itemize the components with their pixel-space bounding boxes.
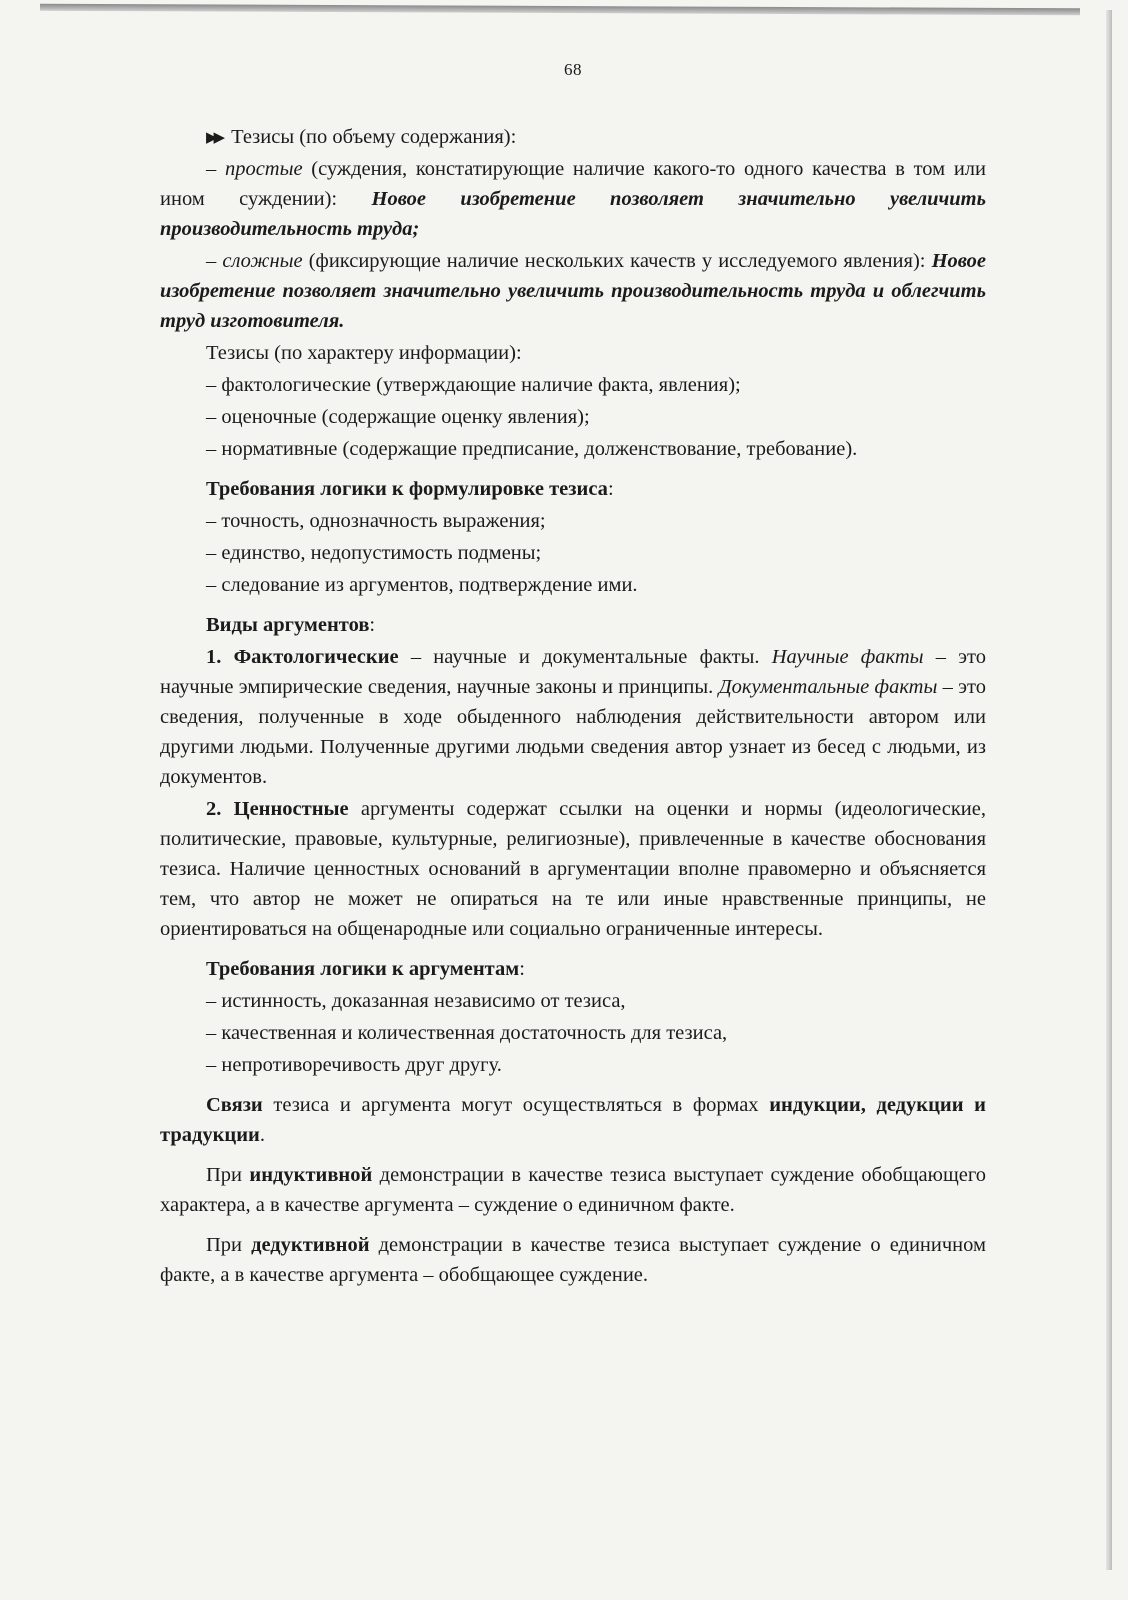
list-item: – качественная и количественная достаточность для тезиса,: [206, 1022, 728, 1044]
list-item: – нормативные (содержащие предписание, долженствование, требование).: [206, 438, 858, 460]
thesis-simple: – простые (суждения, констатирующие наличие какого-то одного качества в том или ином суждении): Новое изобретение позволяет значительно увеличить производительность труда;: [160, 158, 986, 240]
deductive-paragraph: При дедуктивной демонстрации в качестве тезиса выступает суждение о единичном факте, а в качестве аргумента – обобщающее суждение.: [160, 1234, 986, 1286]
list-item: – единство, недопустимость подмены;: [206, 542, 542, 564]
page-number: 68: [564, 60, 582, 79]
list-item: – точность, однозначность выражения;: [206, 510, 546, 532]
argument-requirements-heading: Требования логики к аргументам:: [206, 958, 525, 980]
list-item: – фактологические (утверждающие наличие факта, явления);: [206, 374, 741, 396]
theses-info-heading: Тезисы (по характеру информации):: [206, 342, 522, 364]
theses-scope-heading: ▶▶ Тезисы (по объему содержания):: [206, 126, 517, 148]
argument-value: 2. Ценностные аргументы содержат ссылки на оценки и нормы (идеологические, политические, правовые, культурные, религиозные), привлеченные в качестве обоснования тезиса. Наличие ценностных оснований в аргументации вполне правомерно и объясняется тем, что автор не может не опираться на те или иные нравственные принципы, не ориентироваться на общенародные или социально ограниченные интересы.: [160, 798, 986, 940]
list-item: – истинность, доказанная независимо от тезиса,: [206, 990, 626, 1012]
connections-paragraph: Связи тезиса и аргумента могут осуществляться в формах индукции, дедукции и традукции.: [160, 1094, 986, 1146]
document-page: [160, 60, 986, 1292]
argument-types-heading: Виды аргументов:: [206, 614, 376, 636]
scan-edge-top: [40, 4, 1080, 16]
thesis-complex: – сложные (фиксирующие наличие нескольких качеств у исследуемого явления): Новое изобретение позволяет значительно увеличить производительность труда и облегчить труд изготовителя.: [160, 250, 987, 332]
list-item: – оценочные (содержащие оценку явления);: [206, 406, 590, 428]
thesis-requirements-heading: Требования логики к формулировке тезиса:: [206, 478, 614, 500]
inductive-paragraph: При индуктивной демонстрации в качестве тезиса выступает суждение обобщающего характера, а в качестве аргумента – суждение о единичном факте.: [160, 1164, 987, 1216]
scan-edge-right: [1106, 10, 1112, 1570]
double-arrow-icon: ▶▶: [206, 128, 222, 146]
argument-factual: 1. Фактологические – научные и документальные факты. Научные факты – это научные эмпирические сведения, научные законы и принципы. Документальные факты – это сведения, полученные в ходе обыденного наблюдения действительности автором или другими людьми. Полученные другими людьми сведения автор узнает из бесед с людьми, из документов.: [160, 646, 986, 788]
list-item: – следование из аргументов, подтверждение ими.: [206, 574, 638, 596]
list-item: – непротиворечивость друг другу.: [206, 1054, 502, 1076]
